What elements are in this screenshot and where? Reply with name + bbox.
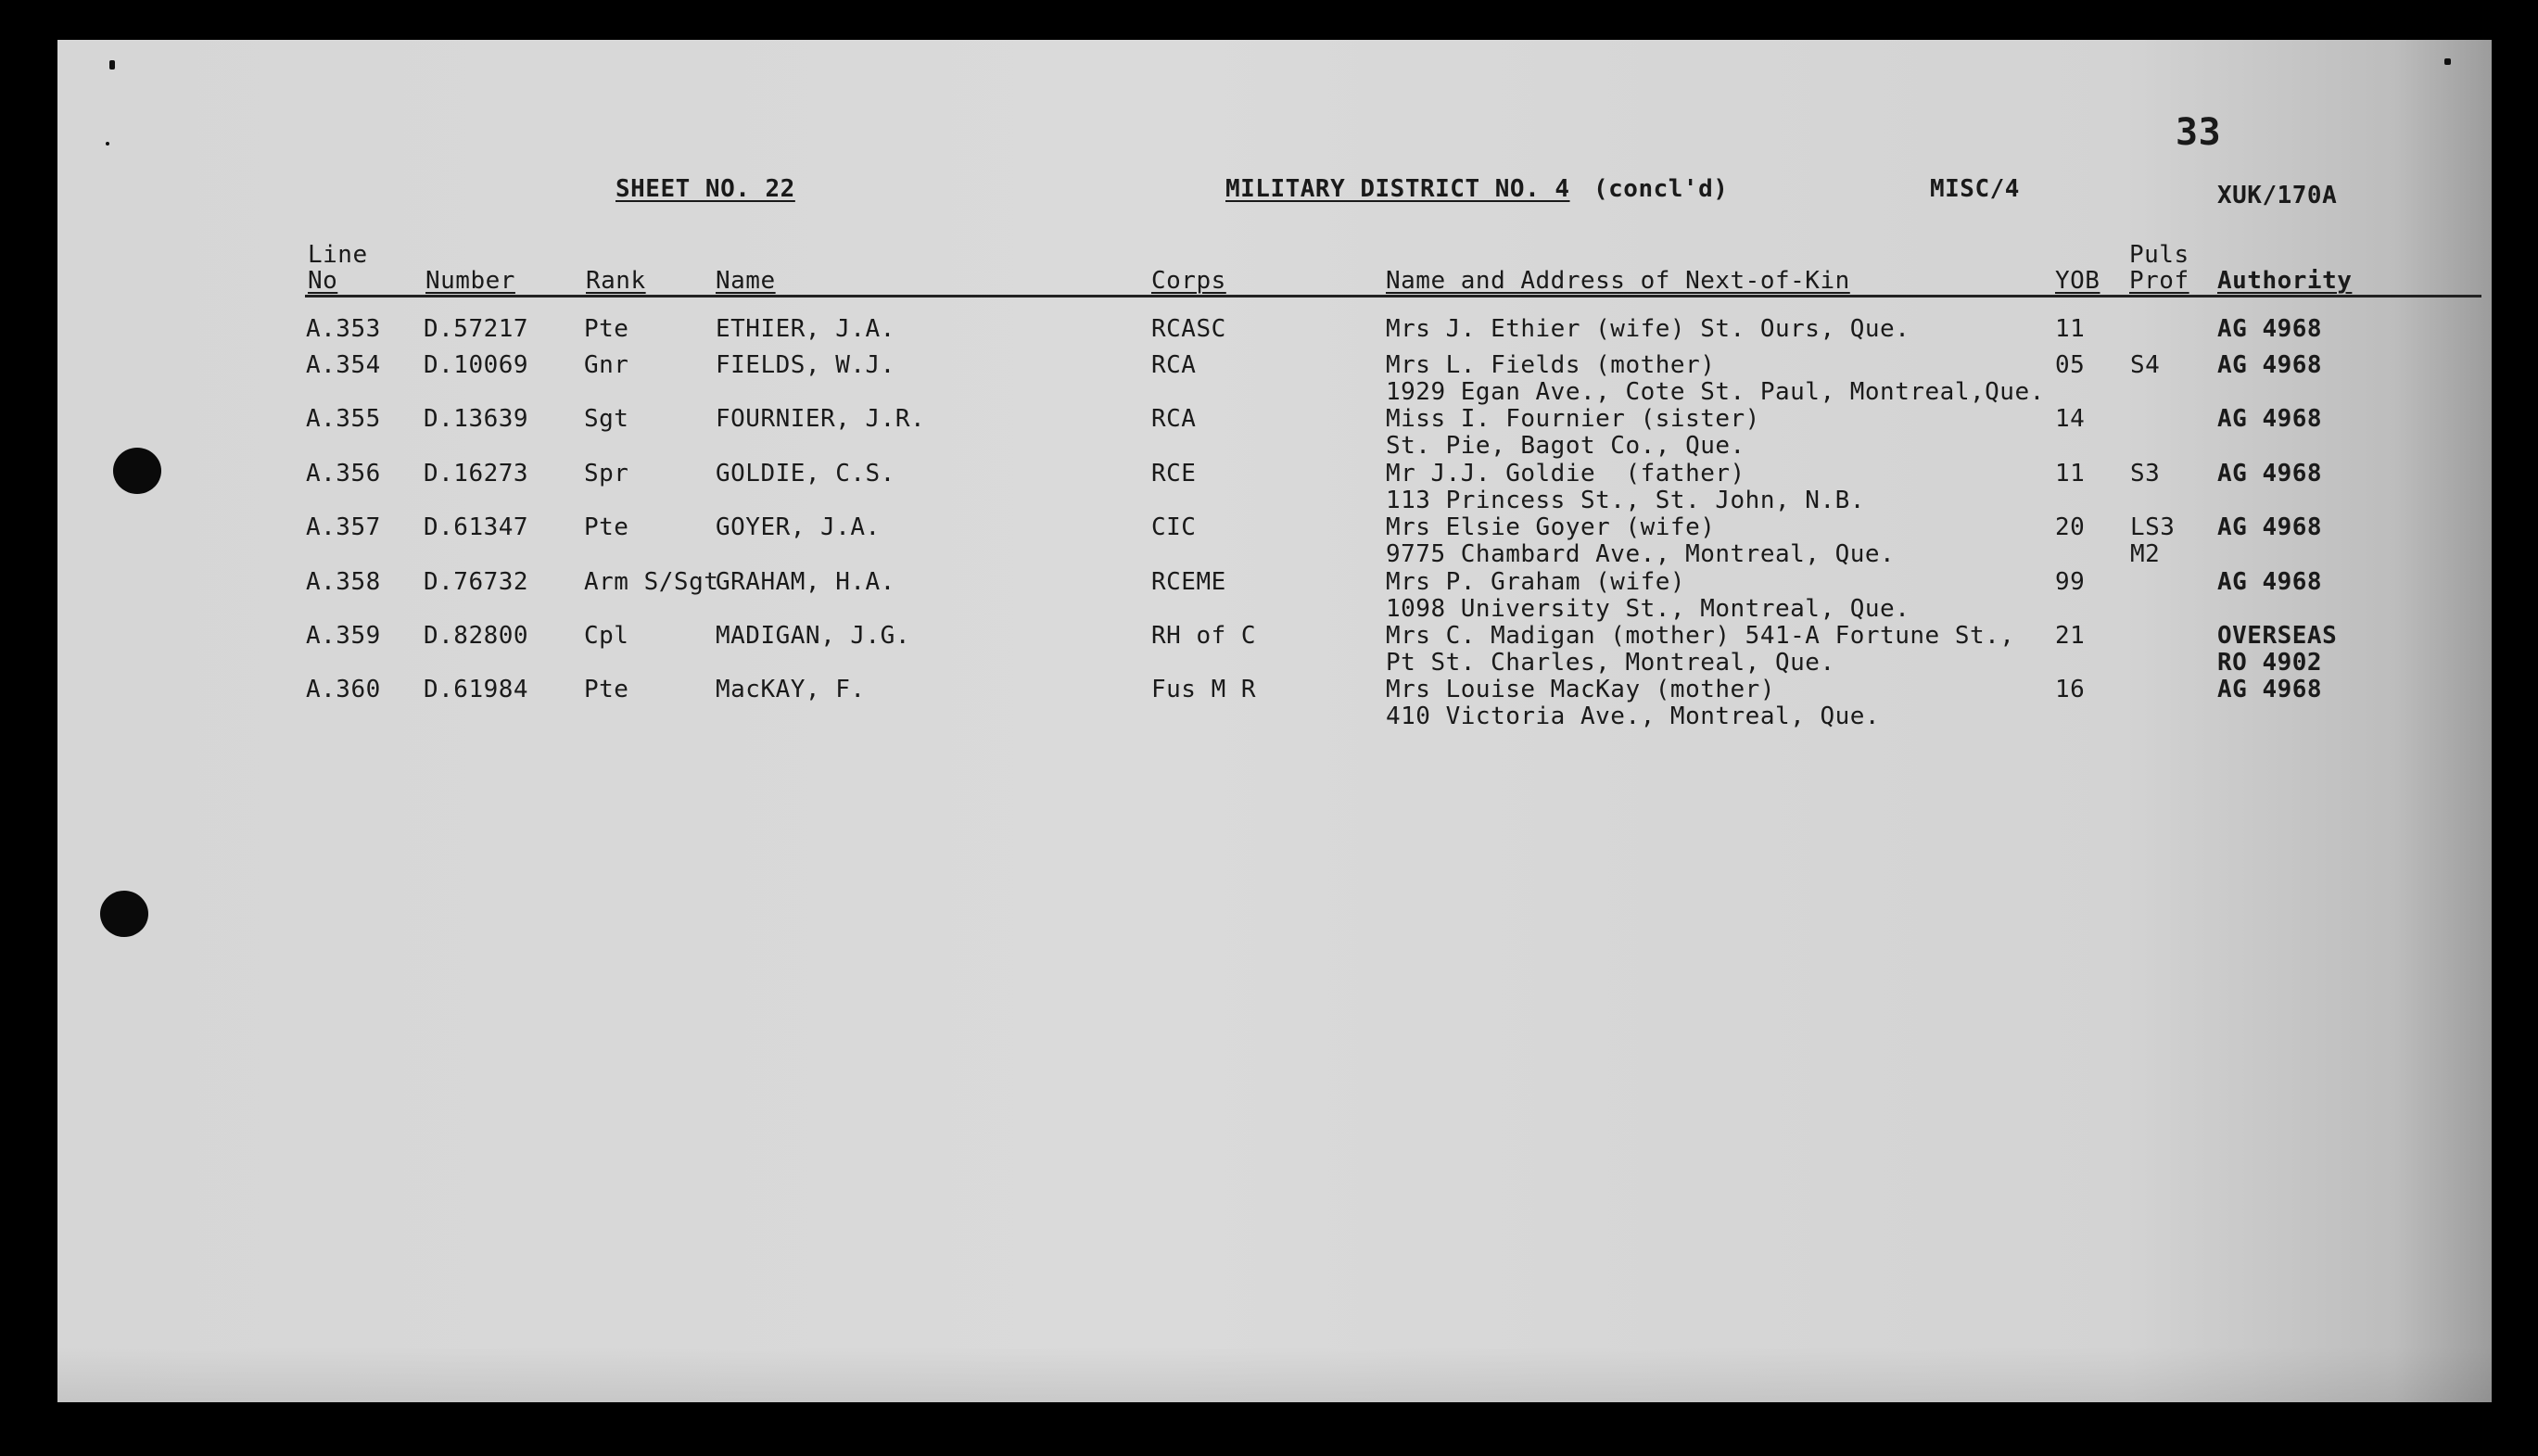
cell-corps: CIC — [1151, 513, 1197, 541]
cell-rank: Gnr — [584, 351, 629, 379]
cell-yob: 20 — [2055, 513, 2086, 541]
column-header-puls-prof: Puls — [2129, 241, 2189, 269]
column-header-name: Name — [716, 267, 776, 295]
cell-number: D.82800 — [424, 622, 529, 650]
cell-line-no: A.358 — [306, 568, 381, 596]
cell-name: GOYER, J.A. — [716, 513, 881, 541]
cell-authority: RO 4902 — [2217, 649, 2323, 677]
cell-number: D.16273 — [424, 460, 529, 487]
cell-next-of-kin-address: 113 Princess St., St. John, N.B. — [1386, 487, 1865, 514]
column-header-rank: Rank — [586, 267, 646, 295]
cell-authority: AG 4968 — [2217, 568, 2323, 596]
cell-puls-prof: LS3 — [2130, 513, 2176, 541]
cell-next-of-kin-address: 9775 Chambard Ave., Montreal, Que. — [1386, 540, 1896, 568]
column-header-puls-prof: Prof — [2129, 267, 2189, 295]
cell-name: FOURNIER, J.R. — [716, 405, 926, 433]
cell-rank: Pte — [584, 513, 629, 541]
cell-line-no: A.360 — [306, 676, 381, 703]
cell-yob: 21 — [2055, 622, 2086, 650]
cell-line-no: A.354 — [306, 351, 381, 379]
cell-rank: Spr — [584, 460, 629, 487]
cell-yob: 11 — [2055, 315, 2086, 343]
cell-yob: 14 — [2055, 405, 2086, 433]
cell-line-no: A.359 — [306, 622, 381, 650]
cell-number: D.61984 — [424, 676, 529, 703]
cell-rank: Cpl — [584, 622, 629, 650]
cell-next-of-kin: Mrs P. Graham (wife) — [1386, 568, 1686, 596]
cell-corps: RCASC — [1151, 315, 1226, 343]
cell-next-of-kin: Mrs Louise MacKay (mother) — [1386, 676, 1775, 703]
cell-authority: AG 4968 — [2217, 405, 2323, 433]
misc-reference: MISC/4 — [1930, 175, 2020, 203]
cell-authority: OVERSEAS — [2217, 622, 2338, 650]
cell-next-of-kin: Mr J.J. Goldie (father) — [1386, 460, 1745, 487]
cell-puls-prof: M2 — [2130, 540, 2161, 568]
column-header-next-of-kin: Name and Address of Next-of-Kin — [1386, 267, 1850, 295]
cell-name: GRAHAM, H.A. — [716, 568, 895, 596]
column-header-line-no: Line — [308, 241, 368, 269]
district-title: MILITARY DISTRICT NO. 4 — [1225, 175, 1570, 203]
cell-yob: 11 — [2055, 460, 2086, 487]
cell-authority: AG 4968 — [2217, 351, 2323, 379]
column-header-yob: YOB — [2055, 267, 2100, 295]
cell-next-of-kin-address: 1929 Egan Ave., Cote St. Paul, Montreal,Que. — [1386, 378, 2045, 406]
cell-authority: AG 4968 — [2217, 315, 2323, 343]
cell-yob: 05 — [2055, 351, 2086, 379]
cell-yob: 99 — [2055, 568, 2086, 596]
speck-mark — [106, 142, 109, 146]
cell-next-of-kin-address: 410 Victoria Ave., Montreal, Que. — [1386, 703, 1881, 730]
speck-mark — [109, 60, 115, 70]
cell-number: D.13639 — [424, 405, 529, 433]
page-number: 33 — [2176, 111, 2222, 154]
cell-name: MacKAY, F. — [716, 676, 866, 703]
cell-authority: AG 4968 — [2217, 513, 2323, 541]
column-header-number: Number — [425, 267, 515, 295]
cell-next-of-kin-address: 1098 University St., Montreal, Que. — [1386, 595, 1910, 623]
cell-rank: Pte — [584, 676, 629, 703]
punch-hole-upper — [113, 448, 161, 494]
cell-corps: Fus M R — [1151, 676, 1257, 703]
cell-rank: Arm S/Sgt — [584, 568, 719, 596]
cell-name: FIELDS, W.J. — [716, 351, 895, 379]
cell-number: D.57217 — [424, 315, 529, 343]
cell-next-of-kin-address: Pt St. Charles, Montreal, Que. — [1386, 649, 1835, 677]
cell-corps: RCE — [1151, 460, 1197, 487]
column-header-authority: Authority — [2217, 267, 2353, 295]
cell-line-no: A.355 — [306, 405, 381, 433]
cell-corps: RCEME — [1151, 568, 1226, 596]
cell-corps: RCA — [1151, 351, 1197, 379]
cell-corps: RCA — [1151, 405, 1197, 433]
column-header-corps: Corps — [1151, 267, 1226, 295]
cell-yob: 16 — [2055, 676, 2086, 703]
file-reference: XUK/170A — [2217, 182, 2338, 209]
punch-hole-lower — [100, 891, 148, 937]
document-sheet — [57, 40, 2492, 1402]
cell-puls-prof: S4 — [2130, 351, 2161, 379]
cell-corps: RH of C — [1151, 622, 1257, 650]
cell-line-no: A.357 — [306, 513, 381, 541]
cell-next-of-kin: Mrs Elsie Goyer (wife) — [1386, 513, 1716, 541]
cell-name: GOLDIE, C.S. — [716, 460, 895, 487]
cell-number: D.76732 — [424, 568, 529, 596]
cell-line-no: A.356 — [306, 460, 381, 487]
cell-next-of-kin: Mrs C. Madigan (mother) 541-A Fortune St., — [1386, 622, 2015, 650]
cell-number: D.61347 — [424, 513, 529, 541]
cell-next-of-kin-address: St. Pie, Bagot Co., Que. — [1386, 432, 1745, 460]
header-rule — [305, 295, 2481, 298]
cell-next-of-kin: Mrs L. Fields (mother) — [1386, 351, 1716, 379]
cell-authority: AG 4968 — [2217, 676, 2323, 703]
cell-puls-prof: S3 — [2130, 460, 2161, 487]
cell-next-of-kin: Mrs J. Ethier (wife) St. Ours, Que. — [1386, 315, 1910, 343]
cell-rank: Sgt — [584, 405, 629, 433]
cell-next-of-kin: Miss I. Fournier (sister) — [1386, 405, 1760, 433]
column-header-line-no: No — [308, 267, 338, 295]
cell-name: MADIGAN, J.G. — [716, 622, 910, 650]
cell-line-no: A.353 — [306, 315, 381, 343]
sheet-number: SHEET NO. 22 — [615, 175, 795, 203]
district-concluded: (concl'd) — [1593, 175, 1729, 203]
cell-number: D.10069 — [424, 351, 529, 379]
cell-name: ETHIER, J.A. — [716, 315, 895, 343]
cell-authority: AG 4968 — [2217, 460, 2323, 487]
speck-mark — [2444, 58, 2451, 65]
cell-rank: Pte — [584, 315, 629, 343]
